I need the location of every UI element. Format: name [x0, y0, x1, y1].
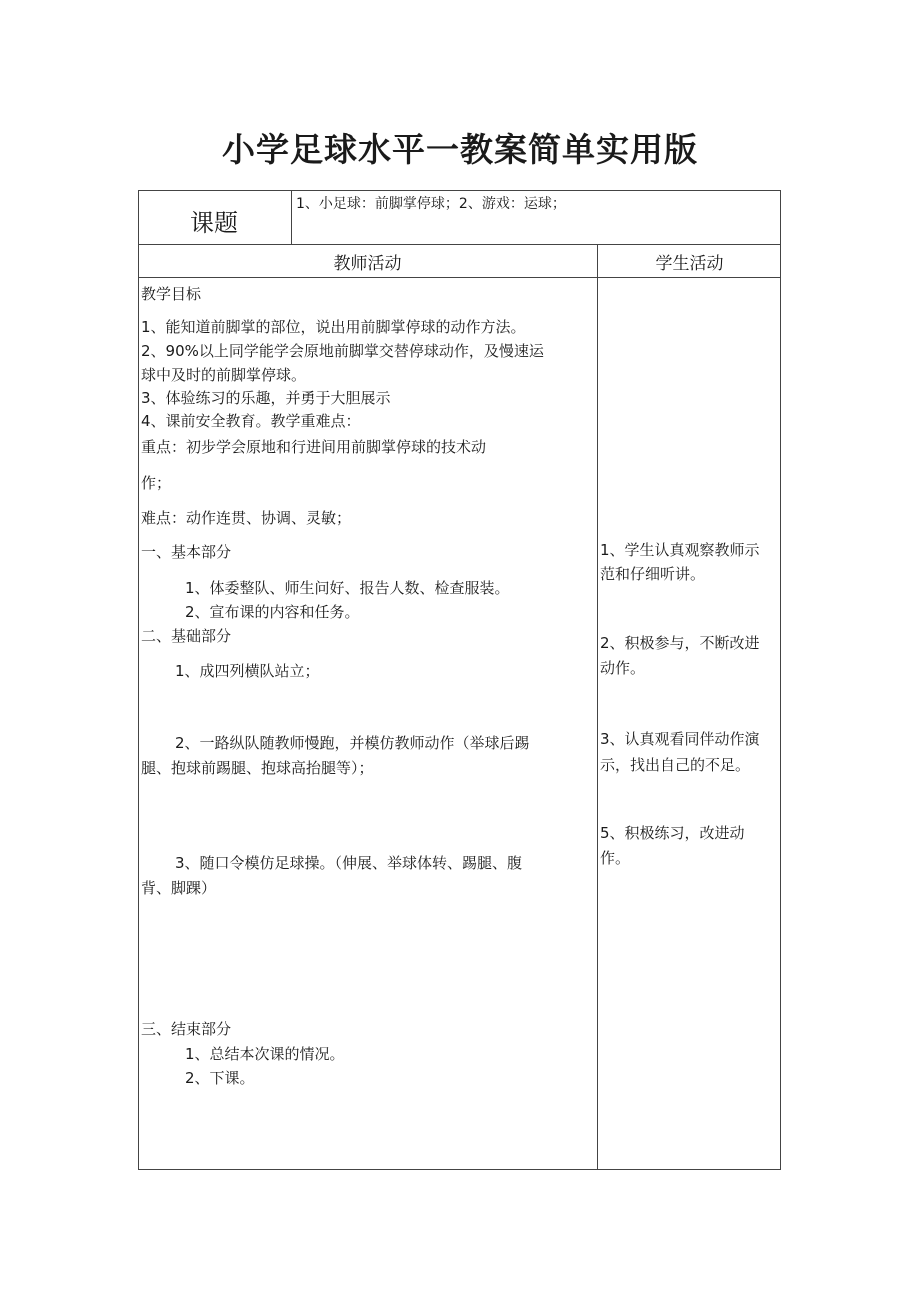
student-activity-header: 学生活动	[655, 254, 724, 274]
teacher-line: 2、宣布课的内容和任务。	[185, 603, 360, 621]
student-line: 5、积极练习，改进动	[600, 824, 745, 842]
teacher-line: 球中及时的前脚掌停球。	[141, 366, 307, 384]
student-line: 1、学生认真观察教师示	[600, 541, 760, 559]
section-heading: 二、基础部分	[141, 627, 232, 645]
teacher-line: 1、能知道前脚掌的部位，说出用前脚掌停球的动作方法。	[141, 318, 526, 336]
topic-text: 1、小足球：前脚掌停球；2、游戏：运球；	[296, 196, 566, 212]
teacher-activity-header: 教师活动	[333, 254, 402, 274]
teacher-line: 2、下课。	[185, 1069, 255, 1087]
student-line: 2、积极参与，不断改进	[600, 634, 760, 652]
section-heading: 三、结束部分	[141, 1020, 232, 1038]
topic-label: 课题	[190, 209, 238, 237]
teacher-line: 3、体验练习的乐趣，并勇于大胆展示	[141, 389, 391, 407]
teacher-line: 腿、抱球前踢腿、抱球高抬腿等）；	[141, 759, 374, 777]
header-row-border	[138, 277, 781, 278]
student-line: 范和仔细听讲。	[600, 565, 706, 583]
student-line: 3、认真观看同伴动作演	[600, 730, 760, 748]
teacher-line: 3、随口令模仿足球操。（伸展、举球体转、踢腿、腹	[175, 854, 523, 872]
student-line: 作。	[600, 849, 631, 867]
teaching-goals-heading: 教学目标	[141, 285, 202, 303]
teacher-line: 背、脚踝）	[141, 879, 217, 897]
document-title: 小学足球水平一教案简单实用版	[222, 130, 698, 169]
teacher-line: 2、一路纵队随教师慢跑，并模仿教师动作（举球后踢	[175, 734, 530, 752]
topic-divider	[291, 190, 292, 244]
section-heading: 一、基本部分	[141, 543, 232, 561]
topic-row-border	[138, 244, 781, 245]
teacher-line: 难点：动作连贯、协调、灵敏；	[141, 509, 352, 527]
teacher-line: 作；	[141, 474, 172, 492]
column-divider	[597, 244, 598, 1170]
teacher-line: 4、课前安全教育。教学重难点：	[141, 412, 361, 430]
student-line: 示，找出自己的不足。	[600, 756, 751, 774]
teacher-line: 2、90%以上同学能学会原地前脚掌交替停球动作，及慢速运	[141, 342, 544, 360]
teacher-line: 1、成四列横队站立；	[175, 662, 320, 680]
teacher-line: 重点：初步学会原地和行进间用前脚掌停球的技术动	[141, 438, 487, 456]
student-line: 动作。	[600, 659, 646, 677]
teacher-line: 1、体委整队、师生问好、报告人数、检查服装。	[185, 579, 510, 597]
teacher-line: 1、总结本次课的情况。	[185, 1045, 345, 1063]
